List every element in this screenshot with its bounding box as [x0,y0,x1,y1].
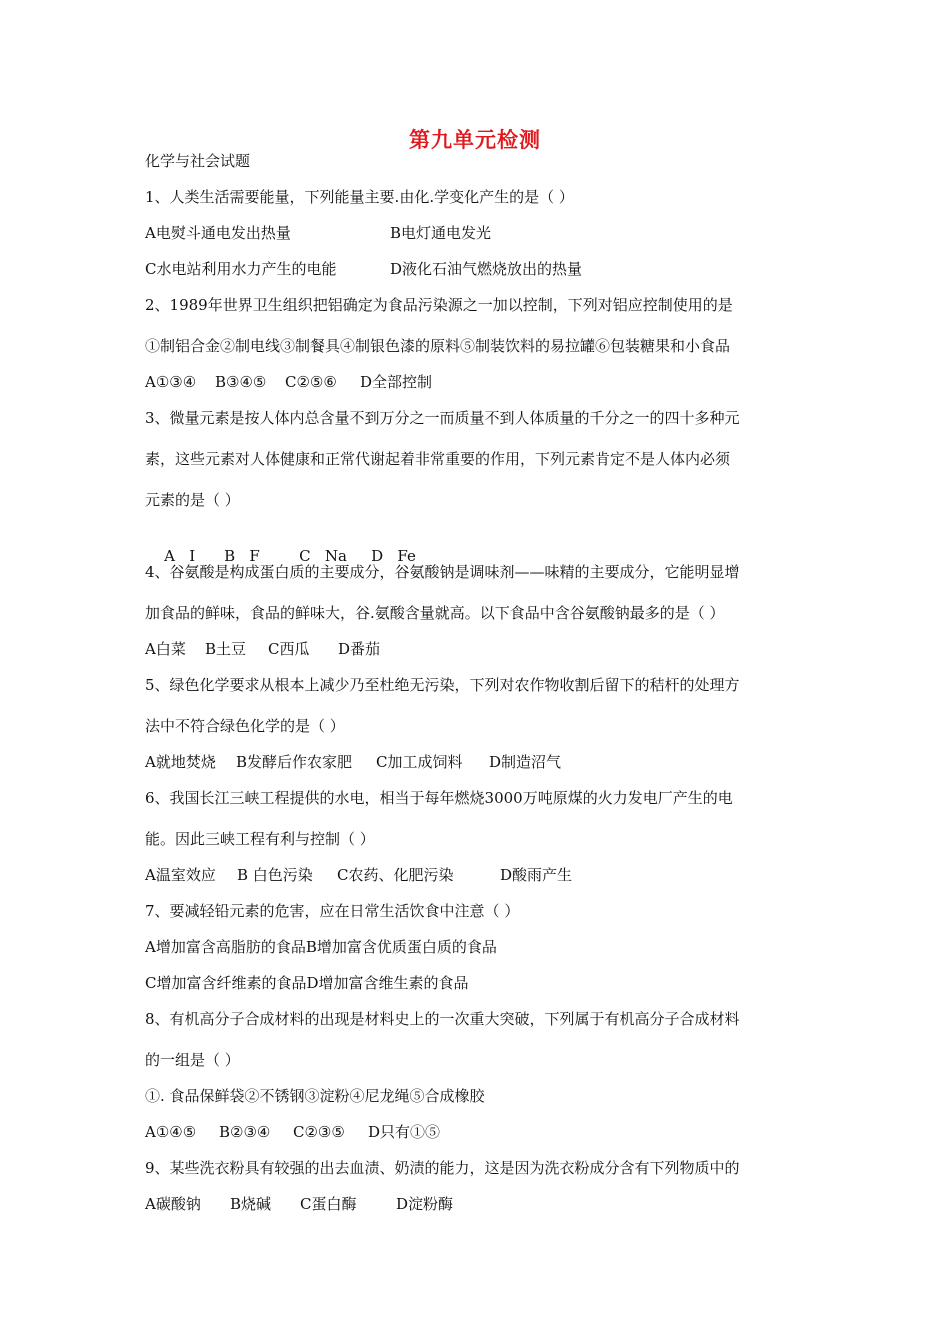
question-4-stem-line-2: 加食品的鲜味，食品的鲜味大，谷.氨酸含量就高。以下食品中含谷氨酸钠最多的是（ ） [145,604,725,622]
question-3-stem-line-2: 素，这些元素对人体健康和正常代谢起着非常重要的作用，下列元素肯定不是人体内必须 [145,450,731,468]
option-c: C西瓜 [268,640,310,658]
question-8-stem-line-2: 的一组是（ ） [145,1051,240,1069]
question-9-stem: 9、某些洗衣粉具有较强的出去血渍、奶渍的能力，这是因为洗衣粉成分含有下列物质中的 [145,1159,740,1177]
option-a: A碳酸钠 [145,1195,201,1213]
question-5-stem-line-2: 法中不符合绿色化学的是（ ） [145,717,345,735]
option-b: B烧碱 [230,1195,272,1213]
option-a: A①③④ [145,373,197,391]
option-d: D只有①⑤ [368,1123,441,1141]
option-a: A电熨斗通电发出热量 [145,224,291,242]
question-1-stem: 1、人类生活需要能量，下列能量主要.由化.学变化产生的是（ ） [145,188,574,206]
question-3-stem-line-1: 3、微量元素是按人体内总含量不到万分之一而质量不到人体质量的千分之一的四十多种元 [145,409,740,427]
option-b: B②③④ [219,1123,271,1141]
page-title: 第九单元检测 [409,128,541,152]
question-3-stem-line-3: 元素的是（ ） [145,491,240,509]
option-c: C②⑤⑥ [285,373,337,391]
question-8-stem-line-1: 8、有机高分子合成材料的出现是材料史上的一次重大突破，下列属于有机高分子合成材料 [145,1010,740,1028]
question-5-stem-line-1: 5、绿色化学要求从根本上减少乃至杜绝无污染，下列对农作物收割后留下的秸杆的处理方 [145,676,740,694]
question-7-stem: 7、要减轻铅元素的危害，应在日常生活饮食中注意（ ） [145,902,520,920]
option-b: B 白色污染 [237,866,313,884]
option-d: D全部控制 [360,373,433,391]
option-d: D番茄 [338,640,381,658]
option-b: B发酵后作农家肥 [236,753,353,771]
question-7-options-cd: C增加富含纤维素的食品D增加富含维生素的食品 [145,974,469,992]
option-b: B③④⑤ [215,373,267,391]
question-7-options-ab: A增加富含高脂肪的食品B增加富含优质蛋白质的食品 [145,938,497,956]
question-1-options-ab [145,223,491,243]
question-2-stem: 2、1989年世界卫生组织把铝确定为食品污染源之一加以控制，下列对铝应控制使用的是 [145,296,733,314]
question-9-options [145,1194,453,1214]
option-a: A I [164,547,196,565]
option-c: C蛋白酶 [300,1195,357,1213]
question-5-options [145,752,561,772]
option-b: B F [224,547,260,565]
option-d: D制造沼气 [489,753,562,771]
option-c: C加工成饲料 [376,753,463,771]
question-6-stem-line-2: 能。因此三峡工程有利与控制（ ） [145,830,375,848]
option-a: A就地焚烧 [145,753,216,771]
option-a: A白菜 [145,640,186,658]
question-1-options-cd [145,259,582,279]
option-c: C②③⑤ [293,1123,345,1141]
option-d: D Fe [371,547,416,565]
option-b: B电灯通电发光 [390,224,492,242]
option-d: D淀粉酶 [396,1195,454,1213]
question-2-options [145,372,432,392]
question-6-options [145,865,572,885]
option-c: C Na [299,547,347,565]
option-b: B土豆 [205,640,247,658]
question-8-items: ①. 食品保鲜袋②不锈钢③淀粉④尼龙绳⑤合成橡胶 [145,1087,485,1105]
question-8-options [145,1122,440,1142]
option-d: D液化石油气燃烧放出的热量 [390,260,583,278]
question-4-options [145,639,380,659]
option-a: A温室效应 [145,866,216,884]
option-a: A①④⑤ [145,1123,197,1141]
option-c: C水电站利用水力产生的电能 [145,260,337,278]
option-c: C农药、化肥污染 [337,866,454,884]
question-6-stem-line-1: 6、我国长江三峡工程提供的水电，相当于每年燃烧3000万吨原煤的火力发电厂产生的电 [145,789,733,807]
question-4-stem-line-1: 4、谷氨酸是构成蛋白质的主要成分，谷氨酸钠是调味剂——味精的主要成分，它能明显增 [145,563,740,581]
subtitle: 化学与社会试题 [145,152,251,170]
option-d: D酸雨产生 [500,866,573,884]
question-2-items: ①制铝合金②制电线③制餐具④制银色漆的原料⑤制装饮料的易拉罐⑥包装糖果和小食品 [145,337,731,355]
